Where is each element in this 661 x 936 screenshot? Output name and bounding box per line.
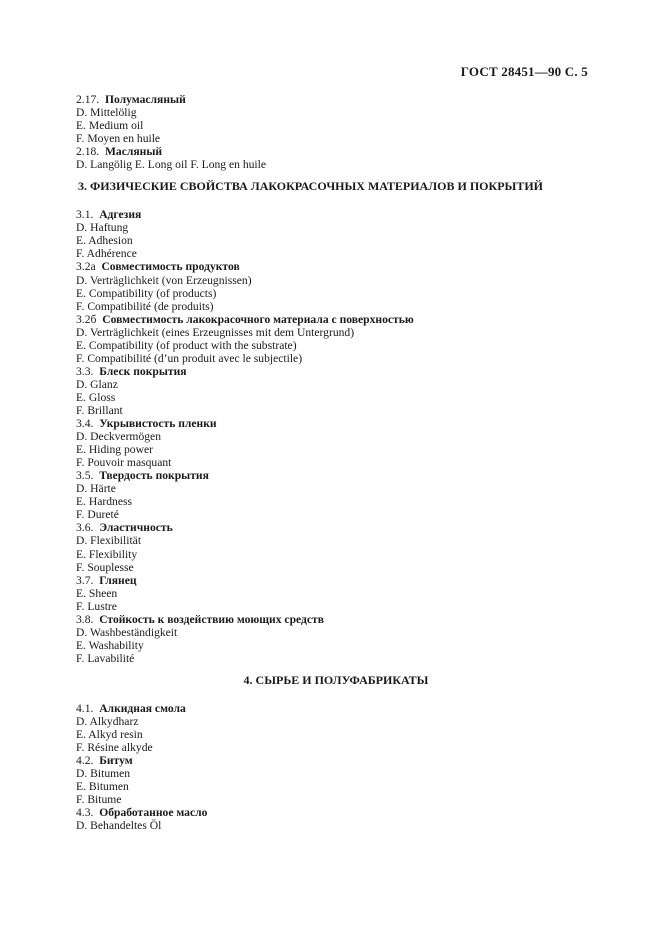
term-number: 4.2.: [76, 754, 94, 768]
term-heading: [76, 260, 596, 273]
term-heading: [76, 574, 596, 587]
translation-line: F. Souplesse: [76, 560, 134, 574]
translation-line: D. Flexibilität: [76, 534, 142, 548]
term-number: 2.18.: [76, 145, 100, 159]
translation-line: D. Verträglichkeit (von Erzeugnissen): [76, 273, 252, 287]
translation-line: D. Bitumen: [76, 767, 131, 781]
translation-line: D. Behandeltes Öl: [76, 819, 162, 833]
translation-line: D. Langölig E. Long oil F. Long en huile: [76, 158, 267, 172]
term-title: Стойкость к воздействию моющих средств: [99, 612, 324, 626]
translation-line: F. Lustre: [76, 599, 117, 613]
term-title: Твердость покрытия: [99, 469, 209, 483]
translation-line: E. Compatibility (of products): [76, 286, 217, 300]
translation-line: D. Glanz: [76, 377, 118, 391]
term-heading: [76, 208, 596, 221]
term-number: 3.4.: [76, 417, 94, 431]
term-heading: [76, 754, 596, 767]
translation-line: E. Washability: [76, 638, 144, 652]
term-title: Масляный: [104, 145, 163, 159]
term-number: 3.5.: [76, 469, 94, 483]
page-header: ГОСТ 28451—90 С. 5: [460, 64, 588, 79]
term-heading: [76, 613, 596, 626]
term-number: 3.6.: [76, 521, 94, 535]
section-4-title: 4. СЫРЬЕ И ПОЛУФАБРИКАТЫ: [243, 672, 429, 687]
term-number: 3.3.: [76, 364, 94, 378]
term-number: 3.2а: [76, 260, 96, 274]
term-heading: [76, 93, 596, 106]
term-title: Совместимость продуктов: [101, 260, 240, 274]
translation-line: D. Mittelölig: [76, 106, 137, 120]
translation-line: E. Sheen: [76, 586, 118, 600]
term-number: 3.8.: [76, 612, 94, 626]
translation-line: F. Résine alkyde: [76, 741, 153, 755]
term-number: 4.3.: [76, 806, 94, 820]
term-number: 3.2б: [76, 312, 97, 326]
term-number: 4.1.: [76, 701, 94, 715]
translation-line: F. Pouvoir masquant: [76, 456, 172, 470]
term-heading: [76, 365, 596, 378]
term-heading: [76, 313, 596, 326]
translation-line: D. Härte: [76, 482, 116, 496]
translation-line: D. Washbeständigkeit: [76, 625, 178, 639]
term-heading: [76, 806, 596, 819]
translation-line: E. Compatibility (of product with the substrate): [76, 338, 297, 352]
term-title: Совместимость лакокрасочного материала с поверхностью: [102, 312, 414, 326]
term-title: Блеск покрытия: [99, 364, 187, 378]
translation-line: F. Moyen en huile: [76, 132, 161, 146]
translation-line: E. Alkyd resin: [76, 728, 143, 742]
block-section-3: [76, 208, 596, 665]
translation-line: F. Bitume: [76, 793, 122, 807]
translation-line: F. Lavabilité: [76, 651, 135, 665]
term-title: Алкидная смола: [99, 701, 186, 715]
term-number: 2.17.: [76, 93, 100, 106]
term-title: Эластичность: [99, 521, 173, 535]
translation-line: E. Medium oil: [76, 119, 144, 133]
translation-line: E. Hardness: [76, 495, 133, 509]
document-body: [76, 93, 596, 832]
translation-line: D. Haftung: [76, 221, 129, 235]
translation-line: F. Adhérence: [76, 247, 137, 261]
term-heading: [76, 417, 596, 430]
term-heading: [76, 702, 596, 715]
section-3-title: 3. ФИЗИЧЕСКИЕ СВОЙСТВА ЛАКОКРАСОЧНЫХ МАТЕРИАЛОВ И ПОКРЫТИЙ: [78, 179, 543, 194]
translation-line: D. Verträglichkeit (eines Erzeugnisses mit dem Untergrund): [76, 325, 355, 339]
translation-line: F. Compatibilité (de produits): [76, 299, 214, 313]
translation-line: D. Alkydharz: [76, 714, 139, 728]
term-heading: [76, 521, 596, 534]
term-heading: [76, 145, 596, 158]
term-title: Укрывистость пленки: [99, 417, 217, 431]
translation-line: F. Brillant: [76, 403, 123, 417]
term-title: Адгезия: [99, 208, 142, 222]
block-section-4: [76, 702, 596, 832]
term-heading: [76, 469, 596, 482]
translation-line: E. Flexibility: [76, 547, 138, 561]
translation-line: D. Deckvermögen: [76, 430, 161, 444]
term-title: Обработанное масло: [99, 806, 208, 820]
term-title: Битум: [99, 754, 133, 768]
translation-line: E. Adhesion: [76, 234, 133, 248]
translation-line: F. Dureté: [76, 508, 119, 522]
term-title: Полумасляный: [104, 93, 186, 106]
translation-line: F. Compatibilité (d’un produit avec le subjectile): [76, 351, 303, 365]
term-title: Глянец: [99, 573, 137, 587]
block-top: [76, 93, 596, 171]
translation-line: E. Hiding power: [76, 443, 153, 457]
term-number: 3.1.: [76, 208, 94, 222]
translation-line: E. Gloss: [76, 390, 116, 404]
term-number: 3.7.: [76, 573, 94, 587]
translation-line: E. Bitumen: [76, 780, 129, 794]
